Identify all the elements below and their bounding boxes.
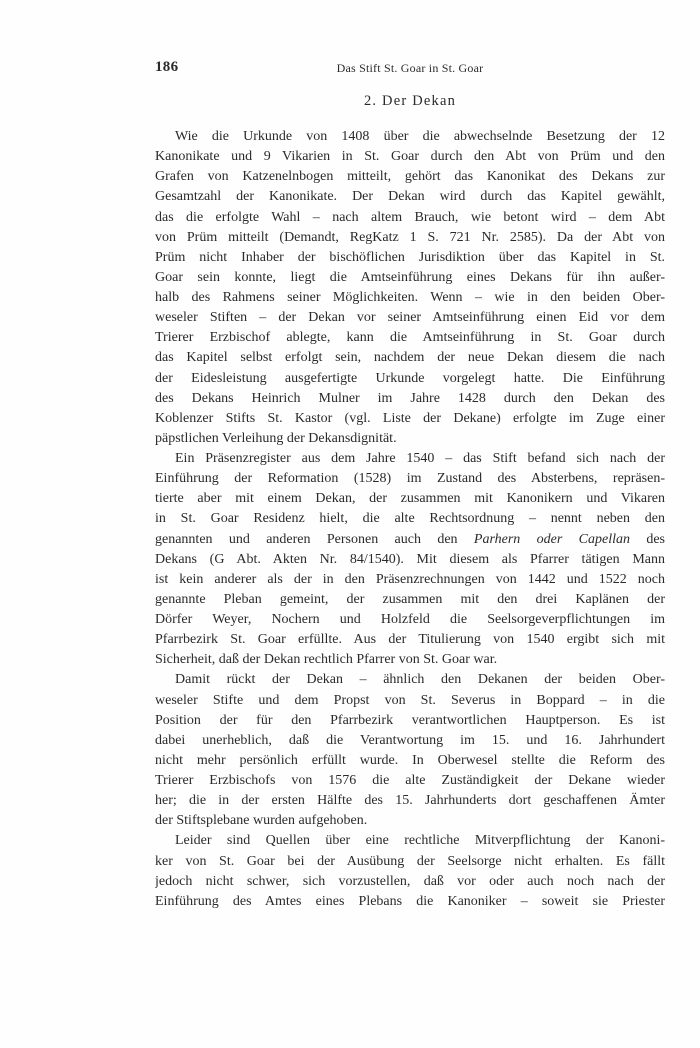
text-line: päpstlichen Verleihung der Dekansdignität. (155, 430, 397, 446)
text-line: her; die in der ersten Hälfte des 15. Jahrhunderts dort geschaffenen Ämter (155, 793, 665, 809)
text-line: Damit rückt der Dekan – ähnlich den Dekanen der beiden Ober- (175, 672, 665, 688)
running-title: Das Stift St. Goar in St. Goar (336, 61, 484, 75)
text-line: der Eidesleistung ausgefertigte Urkunde vorgelegt hatte. Die Einführung (155, 370, 665, 386)
italic-term: Parhern oder Capellan (473, 531, 630, 547)
text-run: genannten und anderen Personen auch den (155, 531, 458, 547)
text-line: Kanonikate und 9 Vikarien in St. Goar durch den Abt von Prüm und den (155, 149, 665, 165)
text-line: das Kapitel selbst erfolgt sein, nachdem der neue Dekan diesem die nach (155, 350, 665, 366)
page-number: 186 (155, 59, 179, 75)
section-heading: 2. Der Dekan (363, 93, 457, 109)
body-text (155, 127, 665, 912)
text-line: von Prüm mitteilt (Demandt, RegKatz 1 S. 721 Nr. 2585). Da der Abt von (155, 229, 665, 245)
text-line: Grafen von Katzenelnbogen mitteilt, gehört das Kanonikat des Dekans zur (155, 169, 665, 185)
text-line: Prüm nicht Inhaber der bischöflichen Jurisdiktion über das Kapitel in St. (155, 249, 665, 265)
text-line: genannte Pleban gemeint, der zusammen mit den drei Kaplänen der (155, 591, 665, 607)
text-line: Trierer Erzbischofs von 1576 die alte Zuständigkeit der Dekane wieder (155, 773, 665, 788)
text-line: des Dekans Heinrich Mulner im Jahre 1428 durch den Dekan des (155, 390, 665, 406)
running-header (155, 59, 665, 79)
text-line: nicht mehr persönlich erfüllt wurde. In Oberwesel stellte die Reform des (155, 752, 665, 768)
text-line: Dekans (G Abt. Akten Nr. 84/1540). Mit diesem als Pfarrer tätigen Mann (155, 551, 665, 567)
text-line-mixed (155, 530, 665, 550)
text-line: in St. Goar Residenz hielt, die alte Rechtsordnung – nennt neben den (155, 511, 665, 527)
text-line: Sicherheit, daß der Dekan rechtlich Pfarrer von St. Goar war. (155, 652, 498, 668)
text-line: dabei unerheblich, daß die Verantwortung im 15. und 16. Jahrhundert (155, 732, 665, 748)
text-line: das die erfolgte Wahl – nach altem Brauch, wie betont wird – dem Abt (155, 209, 665, 225)
text-line: Goar sein konnte, liegt die Amtseinführung eines Dekans für ihn außer- (155, 269, 665, 285)
text-line: Pfarrbezirk St. Goar erfüllte. Aus der Titulierung von 1540 ergibt sich mit (155, 632, 665, 648)
text-line: halb des Rahmens seiner Möglichkeiten. Wenn – wie in den beiden Ober- (155, 290, 665, 305)
text-line: Dörfer Weyer, Nochern und Holzfeld die Seelsorgeverpflichtungen im (155, 612, 665, 627)
text-line: ker von St. Goar bei der Ausübung der Seelsorge nicht erhalten. Es fällt (155, 853, 665, 869)
text-line: Trierer Erzbischof ablegte, kann die Amtseinführung in St. Goar durch (155, 330, 665, 346)
text-line: tierte aber mit einem Dekan, der zusammen mit Kanonikern und Vikaren (155, 491, 665, 507)
text-line: Ein Präsenzregister aus dem Jahre 1540 – das Stift befand sich nach der (175, 451, 665, 466)
text-line: Einführung des Amtes eines Plebans die Kanoniker – soweit sie Priester (155, 893, 665, 909)
text-line: weseler Stifte und dem Propst von St. Severus in Boppard – in die (155, 692, 665, 708)
text-line: jedoch nicht schwer, sich vorzustellen, daß vor oder auch noch nach der (155, 873, 665, 889)
text-line: Leider sind Quellen über eine rechtliche Mitverpflichtung der Kanoni- (175, 833, 665, 849)
text-line: weseler Stiften – der Dekan vor seiner Amtseinführung einen Eid vor dem (155, 310, 665, 326)
text-run: des (629, 531, 665, 547)
text-line: der Stiftsplebane wurden aufgehoben. (155, 813, 368, 829)
text-line: Gesamtzahl der Kanonikate. Der Dekan wird durch das Kapitel gewählt, (155, 189, 665, 205)
text-line: Koblenzer Stifts St. Kastor (vgl. Liste der Dekane) erfolgte im Zuge einer (155, 410, 665, 426)
text-line: Wie die Urkunde von 1408 über die abwechselnde Besetzung der 12 (175, 129, 665, 144)
text-line: Position der für den Pfarrbezirk verantwortlichen Hauptperson. Es ist (155, 712, 665, 728)
text-line: Einführung der Reformation (1528) im Zustand des Absterbens, repräsen- (155, 471, 665, 487)
text-line: ist kein anderer als der in den Präsenzrechnungen von 1442 und 1522 noch (155, 571, 665, 587)
